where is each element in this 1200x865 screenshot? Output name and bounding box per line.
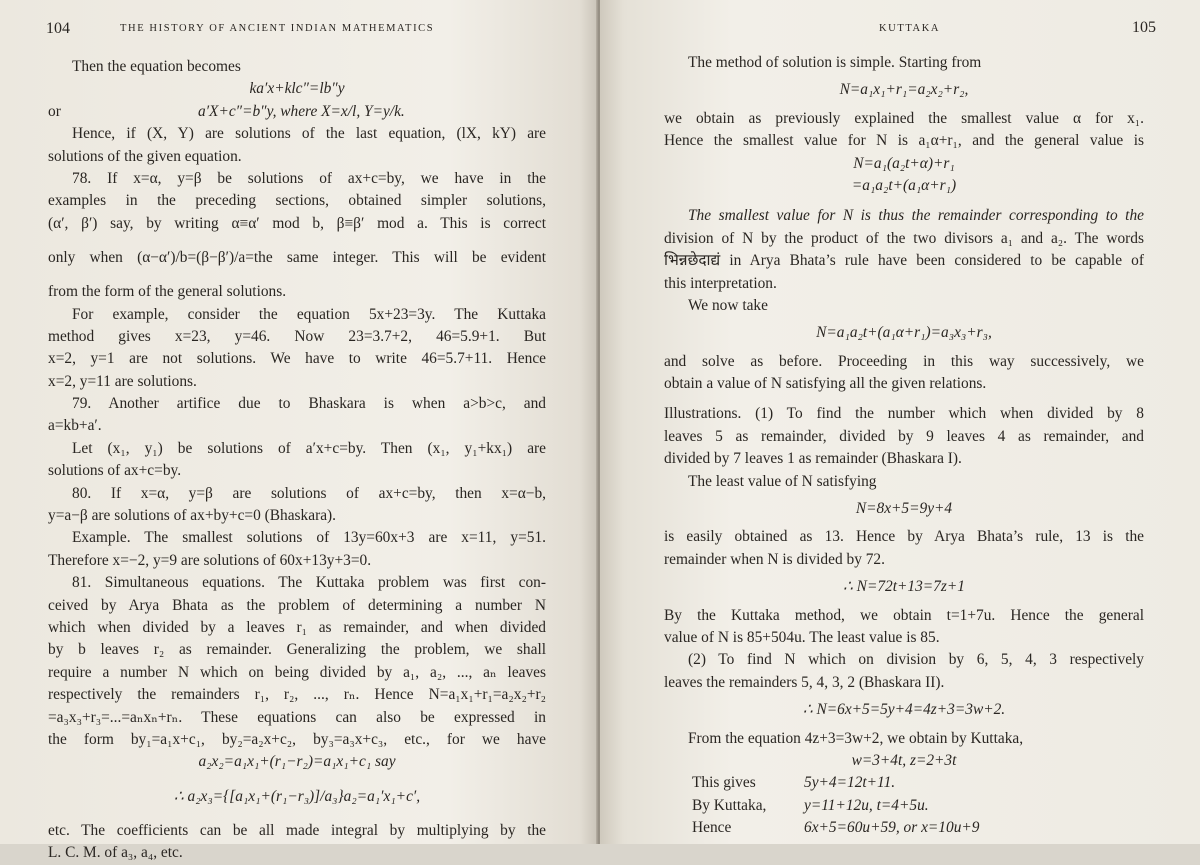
text-line: This gives xyxy=(692,774,756,792)
text-line: a=kb+a′. xyxy=(48,417,102,435)
text-line: Illustrations. (1) To find the number which when divided by 8 xyxy=(664,405,1144,423)
text-line: 80. If x=α, y=β are solutions of ax+c=by, then x=α−b, xyxy=(72,484,546,502)
text-line: method gives x=23, y=46. Now 23=3.7+2, 46=5.9+1. But xyxy=(48,327,546,345)
equation: N=a₁x₁+r₁=a₂x₂+r₂, xyxy=(839,81,969,99)
running-head: THE HISTORY OF ANCIENT INDIAN MATHEMATICS xyxy=(120,23,435,34)
equation: ka′x+klc″=lb″y xyxy=(249,80,345,98)
text-line: solutions of ax+c=by. xyxy=(48,462,182,480)
derivation-row xyxy=(664,772,1144,794)
text-line: (α′, β′) say, by writing α≡α′ mod b, β≡β′ mod a. This is correct xyxy=(48,214,546,232)
equation: =a₁a₂t+(a₁α+r₁) xyxy=(851,176,957,194)
text-line: ceived by Arya Bhata as the problem of determining a number N xyxy=(48,596,546,614)
text-line: =a₃x₃+r₃=...=aₙxₙ+rₙ. These equations can also be expressed in xyxy=(48,708,546,726)
text-line: the form by₁=a₁x+c₁, by₂=a₂x+c₂, by₃=a₃x+c₃, etc., for we have xyxy=(48,730,546,748)
text-line: Hence the smallest value for N is a₁α+r₁, and the general value is xyxy=(664,132,1144,150)
text-line: 79. Another artifice due to Bhaskara is when a>b>c, and xyxy=(72,395,546,413)
equation: ∴ N=6x+5=5y+4=4z+3=3w+2. xyxy=(802,701,1006,719)
equation: 5y+4=12t+11. xyxy=(804,774,896,792)
text-line: by b leaves r₂ as remainder. Generalizing the problem, we shall xyxy=(48,641,546,659)
equation: ∴ a₂x₃={[a₁x₁+(r₁−r₃)]/a₃}a₂=a₁′x₁+c′, xyxy=(173,787,421,805)
text-line: leaves the remainders 5, 4, 3, 2 (Bhaskara II). xyxy=(664,673,945,691)
text-line: Hence xyxy=(692,819,732,837)
equation: w=3+4t, z=2+3t xyxy=(851,751,957,769)
text-line: Hence, if (X, Y) are solutions of the last equation, (lX, kY) are xyxy=(72,125,546,143)
left-body-text xyxy=(48,56,546,865)
page-number: 105 xyxy=(1132,19,1156,36)
text-line: We now take xyxy=(688,296,768,314)
derivation-row xyxy=(664,817,1144,839)
text-line: from the form of the general solutions. xyxy=(48,283,287,301)
text-line: The least value of N satisfying xyxy=(688,472,877,490)
equation: 6x+5=60u+59, or x=10u+9 xyxy=(804,819,980,837)
right-header xyxy=(664,19,1156,42)
text-line: Therefore x=−2, y=9 are solutions of 60x+13y+3=0. xyxy=(48,551,372,569)
equation: ∴ N=72t+13=7z+1 xyxy=(843,578,965,596)
text-line: which when divided by a leaves r₁ as remainder, and when divided xyxy=(48,618,546,636)
text-line: भिन्नछेदाद्यं in Arya Bhata’s rule have been considered to be capable of xyxy=(664,252,1144,270)
text-line: etc. The coefficients can be all made integral by multiplying by the xyxy=(48,821,546,839)
text-line: solutions of the given equation. xyxy=(48,147,242,165)
derivation-row xyxy=(664,795,1144,817)
text-line: divided by 7 leaves 1 as remainder (Bhaskara I). xyxy=(664,450,962,468)
text-line: Let (x₁, y₁) be solutions of a′x+c=by. Then (x₁, y₁+kx₁) are xyxy=(72,439,546,457)
page-number: 104 xyxy=(46,20,70,37)
text-line: require a number N which on being divided by a₁, a₂, ..., aₙ leaves xyxy=(48,663,546,681)
text-line: The smallest value for N is thus the remainder corresponding to the xyxy=(688,207,1144,225)
equation: N=a₁(a₂t+α)+r₁ xyxy=(853,154,955,172)
text-line: division of N by the product of the two divisors a₁ and a₂. The words xyxy=(664,229,1144,247)
text-line: 78. If x=α, y=β be solutions of ax+c=by, we have in the xyxy=(72,169,546,187)
equation: N=8x+5=9y+4 xyxy=(855,500,953,518)
text-line: Then the equation becomes xyxy=(72,58,241,75)
text-line: By Kuttaka, xyxy=(692,796,767,814)
text-line: By the Kuttaka method, we obtain t=1+7u. Hence the general xyxy=(664,606,1144,624)
text-line: examples in the preceding sections, obtained simpler solutions, xyxy=(48,192,546,210)
text-line: Example. The smallest solutions of 13y=60x+3 are x=11, y=51. xyxy=(72,529,546,547)
equation-row xyxy=(48,101,546,123)
text-line: leaves 5 as remainder, divided by 9 leaves 4 as remainder, and xyxy=(664,427,1144,445)
text-line: L. C. M. of a₃, a₄, etc. xyxy=(48,844,183,862)
text-line: (2) To find N which on division by 6, 5, 4, 3 respectively xyxy=(688,651,1144,669)
text-line: value of N is 85+504u. The least value is 85. xyxy=(664,628,940,646)
text-line: 81. Simultaneous equations. The Kuttaka problem was first con- xyxy=(72,574,546,592)
text-line: only when (α−α′)/b=(β−β′)/a=the same integer. This will be evident xyxy=(48,249,546,267)
text-line: remainder when N is divided by 72. xyxy=(664,550,885,568)
text-line: From the equation 4z+3=3w+2, we obtain by Kuttaka, xyxy=(688,729,1024,747)
text-line: x=2, y=1 are not solutions. We have to write 46=5.7+11. Hence xyxy=(48,350,546,368)
equation: N=a₁a₂t+(a₁α+r₁)=a₃x₃+r₃, xyxy=(816,324,992,342)
text-line: x=2, y=11 are solutions. xyxy=(48,372,197,390)
text-line: is easily obtained as 13. Hence by Arya Bhata’s rule, 13 is the xyxy=(664,528,1144,546)
right-body-text xyxy=(664,52,1144,840)
running-head: KUTTAKA xyxy=(879,23,941,34)
text-line: this interpretation. xyxy=(664,274,777,292)
text-line: and solve as before. Proceeding in this way successively, we xyxy=(664,352,1144,370)
text-line: we obtain as previously explained the smallest value α for x₁. xyxy=(664,109,1144,127)
text-line: respectively the remainders r₁, r₂, ..., rₙ. Hence N=a₁x₁+r₁=a₂x₂+r₂ xyxy=(48,686,546,704)
right-page xyxy=(600,0,1200,844)
left-page xyxy=(0,0,598,862)
left-header xyxy=(48,20,546,42)
text-line: For example, consider the equation 5x+23=3y. The Kuttaka xyxy=(72,305,546,323)
text-line: or xyxy=(48,102,61,120)
text-line: y=a−β are solutions of ax+by+c=0 (Bhaskara). xyxy=(48,507,336,525)
text-line: obtain a value of N satisfying all the given relations. xyxy=(664,375,987,393)
equation: y=11+12u, t=4+5u. xyxy=(804,796,929,814)
equation: a′X+c″=b″y, where X=x/l, Y=y/k. xyxy=(198,102,405,120)
text-line: The method of solution is simple. Starting from xyxy=(688,54,982,71)
equation: a₂x₂=a₁x₁+(r₁−r₂)=a₁x₁+c₁ say xyxy=(198,753,396,771)
